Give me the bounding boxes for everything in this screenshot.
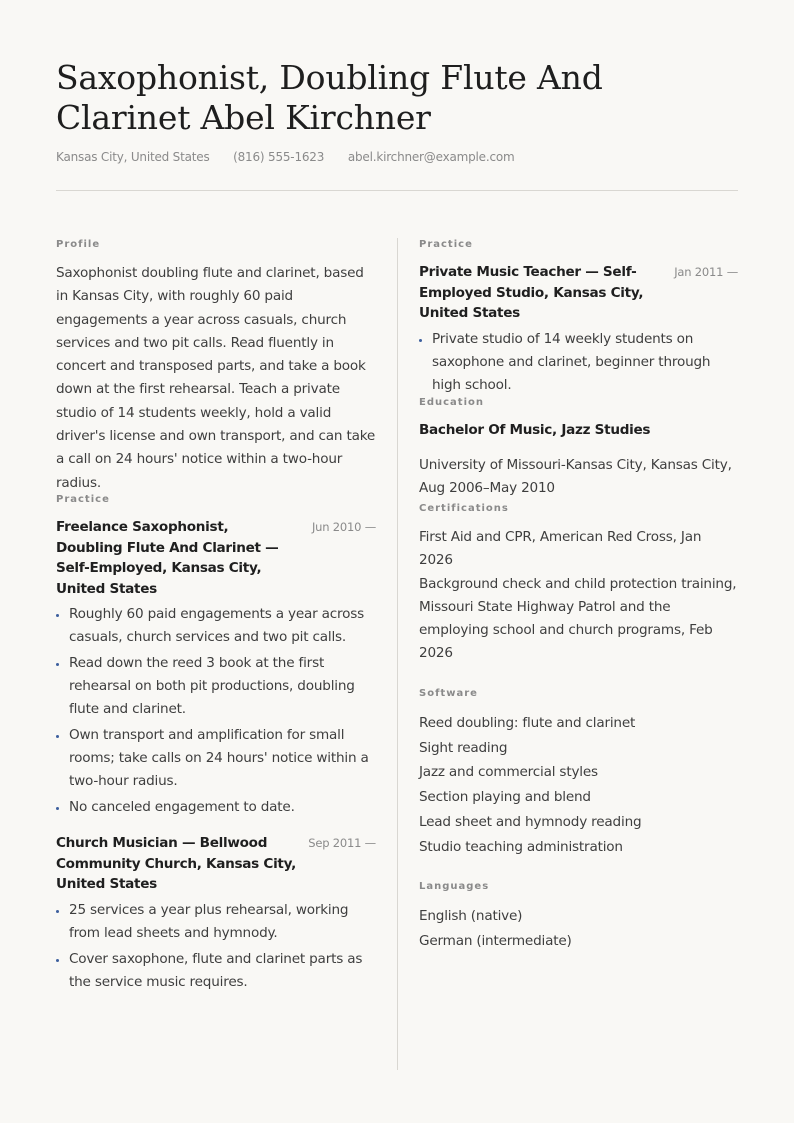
job-bullets bbox=[56, 899, 376, 994]
education-section bbox=[419, 396, 738, 502]
job-title: Private Music Teacher — Self-Employed Studio, Kansas City, United States bbox=[419, 264, 644, 321]
header-divider bbox=[56, 190, 738, 191]
job-entry bbox=[56, 833, 376, 994]
bullet-item: No canceled engagement to date. bbox=[56, 796, 376, 819]
profile-text: Saxophonist doubling flute and clarinet, based in Kansas City, with roughly 60 paid engagements a year across casuals, church services and two pit calls. Read fluently in concert and transposed parts, and take a book down at the first rehearsal. Teach a private studio of 14 students weekly, hold a valid driver's license and own transport, and can take a call on 24 hours' notice within a two-hour radius. bbox=[56, 265, 376, 491]
job-entry bbox=[56, 517, 376, 819]
job-entry bbox=[419, 262, 738, 397]
certification-item: First Aid and CPR, American Red Cross, Jan 2026 bbox=[419, 529, 702, 569]
bullet-item: Private studio of 14 weekly students on saxophone and clarinet, beginner through high school. bbox=[419, 328, 738, 397]
bullet-item: 25 services a year plus rehearsal, working from lead sheets and hymnody. bbox=[56, 899, 376, 945]
software-item: Jazz and commercial styles bbox=[419, 764, 598, 781]
degree-title: Bachelor Of Music, Jazz Studies bbox=[419, 422, 651, 438]
software-heading: Software bbox=[419, 688, 478, 699]
software-item: Lead sheet and hymnody reading bbox=[419, 813, 642, 830]
left-column bbox=[56, 238, 376, 1008]
job-bullets bbox=[419, 328, 738, 397]
certifications-section bbox=[419, 502, 738, 687]
software-item: Sight reading bbox=[419, 739, 508, 756]
languages-section bbox=[419, 880, 738, 953]
software-item: Studio teaching administration bbox=[419, 838, 623, 855]
job-header bbox=[56, 517, 376, 599]
contact-line bbox=[56, 150, 535, 164]
contact-phone[interactable]: (816) 555-1623 bbox=[233, 150, 325, 164]
software-section bbox=[419, 687, 738, 880]
bullet-item: Roughly 60 paid engagements a year across casuals, church services and two pit calls. bbox=[56, 603, 376, 649]
practice-section-left bbox=[56, 493, 376, 994]
language-item: English (native) bbox=[419, 908, 523, 924]
bullet-item: Own transport and amplification for small rooms; take calls on 24 hours' notice within a two-hour radius. bbox=[56, 724, 376, 793]
profile-section bbox=[56, 238, 376, 493]
practice-section-right bbox=[419, 238, 738, 396]
practice-heading: Practice bbox=[419, 239, 473, 250]
job-header bbox=[56, 833, 376, 895]
bullet-item: Cover saxophone, flute and clarinet parts as the service music requires. bbox=[56, 948, 376, 994]
practice-heading: Practice bbox=[56, 494, 110, 505]
degree-detail: University of Missouri-Kansas City, Kansas City, Aug 2006–May 2010 bbox=[419, 457, 732, 497]
education-heading: Education bbox=[419, 397, 484, 408]
job-bullets bbox=[56, 603, 376, 819]
contact-email[interactable]: abel.kirchner@example.com bbox=[347, 150, 515, 164]
language-item: German (intermediate) bbox=[419, 932, 572, 949]
job-date: Jan 2011 — bbox=[674, 265, 738, 279]
certification-item: Background check and child protection training, Missouri State Highway Patrol and the employing school and church programs, Feb 2026 bbox=[419, 575, 737, 662]
profile-heading: Profile bbox=[56, 239, 101, 250]
software-item: Section playing and blend bbox=[419, 789, 591, 806]
job-date: Jun 2010 — bbox=[311, 520, 376, 534]
job-header bbox=[419, 262, 738, 324]
job-date: Sep 2011 — bbox=[308, 836, 376, 850]
bullet-item: Read down the reed 3 book at the first rehearsal on both pit productions, doubling flute and clarinet. bbox=[56, 652, 376, 721]
languages-heading: Languages bbox=[419, 881, 490, 892]
job-title: Church Musician — Bellwood Community Church, Kansas City, United States bbox=[56, 835, 296, 892]
right-column bbox=[419, 238, 738, 953]
column-divider bbox=[397, 238, 398, 1070]
certifications-heading: Certifications bbox=[419, 503, 509, 514]
contact-location: Kansas City, United States bbox=[56, 150, 210, 164]
software-item: Reed doubling: flute and clarinet bbox=[419, 715, 636, 731]
job-title: Freelance Saxophonist, Doubling Flute And Clarinet — Self-Employed, Kansas City, United States bbox=[56, 519, 279, 597]
candidate-name: Saxophonist, Doubling Flute And Clarinet Abel Kirchner bbox=[56, 58, 603, 137]
